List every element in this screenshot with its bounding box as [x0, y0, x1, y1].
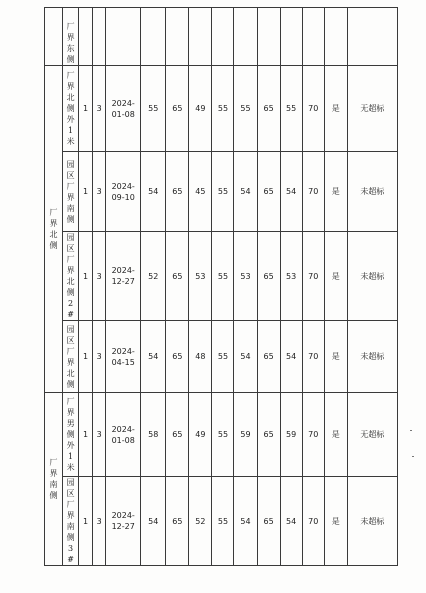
empty-cell [324, 8, 347, 66]
value-cell: 55 [212, 66, 234, 152]
conclusion-cell: 未超标 [347, 232, 397, 321]
value-cell: 55 [141, 66, 166, 152]
table-row [45, 232, 398, 321]
value-cell: 65 [166, 477, 189, 566]
empty-cell [234, 8, 257, 66]
value-cell: 65 [257, 232, 280, 321]
value-cell: 65 [166, 232, 189, 321]
value-cell: 59 [280, 393, 302, 477]
date-cell: 2024-12-27 [106, 232, 141, 321]
noise-monitoring-table [44, 7, 398, 566]
value-cell: 54 [234, 321, 257, 393]
value-cell: 54 [280, 152, 302, 232]
group-cell: 厂界南侧 [45, 393, 63, 566]
empty-cell [257, 8, 280, 66]
table-row [45, 393, 398, 477]
value-cell: 59 [234, 393, 257, 477]
value-cell: 55 [212, 477, 234, 566]
value-cell: 54 [141, 477, 166, 566]
col-a-cell: 1 [79, 66, 93, 152]
date-cell: 2024-01-08 [106, 393, 141, 477]
date-cell: 2024-09-10 [106, 152, 141, 232]
conclusion-cell: 未超标 [347, 152, 397, 232]
value-cell: 54 [280, 477, 302, 566]
empty-cell [141, 8, 166, 66]
group-cell-partial [45, 8, 63, 66]
empty-cell [189, 8, 212, 66]
value-cell: 45 [189, 152, 212, 232]
value-cell: 65 [257, 393, 280, 477]
scan-speck [412, 456, 414, 457]
conclusion-cell: 未超标 [347, 321, 397, 393]
location-cell: 厂界北侧外1米 [63, 66, 79, 152]
value-cell: 49 [189, 66, 212, 152]
value-cell: 54 [234, 152, 257, 232]
value-cell: 55 [212, 393, 234, 477]
value-cell: 52 [141, 232, 166, 321]
col-a-cell: 1 [79, 477, 93, 566]
table-row [45, 321, 398, 393]
value-cell: 54 [280, 321, 302, 393]
value-cell: 55 [212, 152, 234, 232]
value-cell: 53 [234, 232, 257, 321]
value-cell: 55 [280, 66, 302, 152]
location-cell: 园区厂界南侧3# [63, 477, 79, 566]
empty-cell [106, 8, 141, 66]
value-cell: 52 [189, 477, 212, 566]
conclusion-cell: 无超标 [347, 66, 397, 152]
empty-cell [93, 8, 106, 66]
date-cell: 2024-12-27 [106, 477, 141, 566]
value-cell: 65 [257, 152, 280, 232]
table-row [45, 152, 398, 232]
col-b-cell: 3 [93, 393, 106, 477]
value-cell: 70 [302, 66, 324, 152]
location-cell: 园区厂界北侧2# [63, 232, 79, 321]
value-cell: 70 [302, 232, 324, 321]
value-cell: 70 [302, 152, 324, 232]
location-cell: 厂界东侧 [63, 8, 79, 66]
value-cell: 65 [166, 393, 189, 477]
value-cell: 70 [302, 477, 324, 566]
value-cell: 54 [141, 321, 166, 393]
value-cell: 55 [234, 66, 257, 152]
col-a-cell: 1 [79, 321, 93, 393]
conclusion-cell: 未超标 [347, 477, 397, 566]
value-cell: 70 [302, 321, 324, 393]
empty-cell [280, 8, 302, 66]
col-b-cell: 3 [93, 477, 106, 566]
conclusion-cell: 无超标 [347, 393, 397, 477]
value-cell: 65 [257, 66, 280, 152]
value-cell: 58 [141, 393, 166, 477]
location-cell: 厂界男侧外1米 [63, 393, 79, 477]
value-cell: 49 [189, 393, 212, 477]
value-cell: 55 [212, 232, 234, 321]
empty-cell [347, 8, 397, 66]
value-cell: 65 [257, 321, 280, 393]
col-b-cell: 3 [93, 321, 106, 393]
value-cell: 48 [189, 321, 212, 393]
col-b-cell: 3 [93, 66, 106, 152]
empty-cell [79, 8, 93, 66]
table-row-top-partial [45, 8, 398, 66]
group-cell: 厂界北侧 [45, 66, 63, 393]
value-cell: 65 [257, 477, 280, 566]
empty-cell [212, 8, 234, 66]
col-a-cell: 1 [79, 152, 93, 232]
meets-cell: 是 [324, 393, 347, 477]
col-b-cell: 3 [93, 152, 106, 232]
meets-cell: 是 [324, 152, 347, 232]
value-cell: 55 [212, 321, 234, 393]
date-cell: 2024-01-08 [106, 66, 141, 152]
value-cell: 65 [166, 66, 189, 152]
value-cell: 53 [280, 232, 302, 321]
meets-cell: 是 [324, 321, 347, 393]
empty-cell [302, 8, 324, 66]
value-cell: 70 [302, 393, 324, 477]
table-row [45, 477, 398, 566]
meets-cell: 是 [324, 477, 347, 566]
meets-cell: 是 [324, 232, 347, 321]
col-a-cell: 1 [79, 393, 93, 477]
value-cell: 54 [234, 477, 257, 566]
date-cell: 2024-04-15 [106, 321, 141, 393]
meets-cell: 是 [324, 66, 347, 152]
value-cell: 54 [141, 152, 166, 232]
table-row [45, 66, 398, 152]
location-cell: 园区厂界北侧 [63, 321, 79, 393]
location-cell: 园区厂界南侧 [63, 152, 79, 232]
empty-cell [166, 8, 189, 66]
col-b-cell: 3 [93, 232, 106, 321]
scan-speck [410, 430, 412, 431]
value-cell: 53 [189, 232, 212, 321]
col-a-cell: 1 [79, 232, 93, 321]
value-cell: 65 [166, 321, 189, 393]
value-cell: 65 [166, 152, 189, 232]
